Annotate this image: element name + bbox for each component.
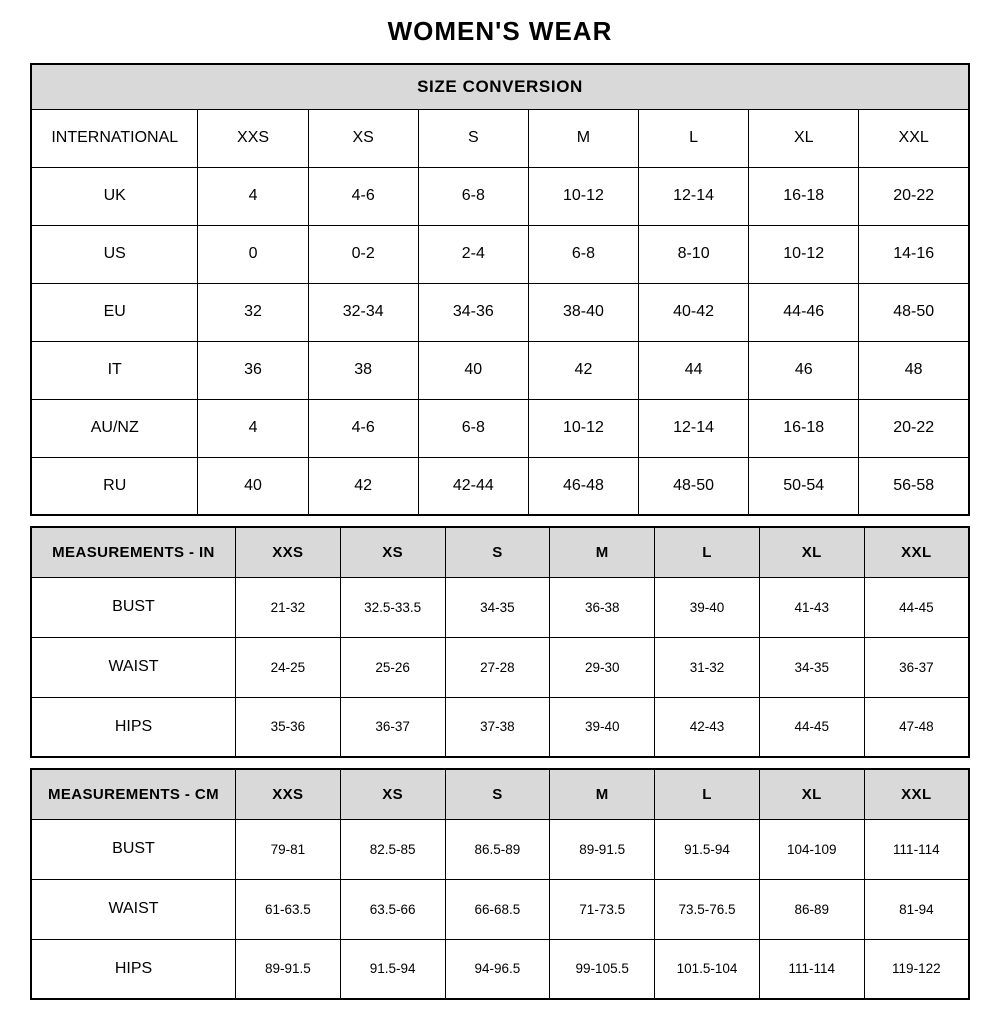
value-cell: 39-40 [655, 577, 760, 637]
table-row [31, 109, 969, 167]
table-row [31, 225, 969, 283]
value-cell: 6-8 [418, 399, 528, 457]
table-row [31, 457, 969, 515]
table-row [31, 819, 969, 879]
size-header-cell: M [550, 527, 655, 577]
value-cell: 2-4 [418, 225, 528, 283]
value-cell: 61-63.5 [235, 879, 340, 939]
table-row [31, 167, 969, 225]
value-cell: 36-37 [340, 697, 445, 757]
value-cell: 36-38 [550, 577, 655, 637]
value-cell: 44 [639, 341, 749, 399]
value-cell: 89-91.5 [550, 819, 655, 879]
value-cell: 0-2 [308, 225, 418, 283]
value-cell: 91.5-94 [340, 939, 445, 999]
value-cell: 32.5-33.5 [340, 577, 445, 637]
value-cell: 42 [528, 341, 638, 399]
row-label: INTERNATIONAL [31, 109, 198, 167]
size-header-cell: XL [759, 527, 864, 577]
value-cell: 29-30 [550, 637, 655, 697]
row-label: UK [31, 167, 198, 225]
table-banner: SIZE CONVERSION [31, 64, 969, 109]
value-cell: 6-8 [418, 167, 528, 225]
row-label: HIPS [31, 697, 235, 757]
table-row [31, 341, 969, 399]
table-header-row [31, 769, 969, 819]
size-header-cell: XXS [235, 769, 340, 819]
value-cell: 8-10 [639, 225, 749, 283]
value-cell: 20-22 [859, 399, 969, 457]
value-cell: 20-22 [859, 167, 969, 225]
value-cell: 27-28 [445, 637, 550, 697]
value-cell: 25-26 [340, 637, 445, 697]
value-cell: 48-50 [639, 457, 749, 515]
value-cell: 81-94 [864, 879, 969, 939]
value-cell: 4-6 [308, 399, 418, 457]
size-header-cell: XL [759, 769, 864, 819]
table-row [31, 637, 969, 697]
value-cell: 24-25 [235, 637, 340, 697]
value-cell: 48-50 [859, 283, 969, 341]
table-header-label: MEASUREMENTS - IN [31, 527, 235, 577]
value-cell: XS [308, 109, 418, 167]
value-cell: 37-38 [445, 697, 550, 757]
value-cell: 36-37 [864, 637, 969, 697]
size-header-cell: S [445, 769, 550, 819]
value-cell: 73.5-76.5 [655, 879, 760, 939]
value-cell: 4 [198, 167, 308, 225]
value-cell: 36 [198, 341, 308, 399]
value-cell: 32 [198, 283, 308, 341]
value-cell: 10-12 [528, 167, 638, 225]
table-header-row [31, 527, 969, 577]
value-cell: 119-122 [864, 939, 969, 999]
value-cell: L [639, 109, 749, 167]
value-cell: 4-6 [308, 167, 418, 225]
value-cell: 44-45 [759, 697, 864, 757]
value-cell: 111-114 [759, 939, 864, 999]
table-row [31, 697, 969, 757]
value-cell: 16-18 [749, 399, 859, 457]
value-cell: 40 [418, 341, 528, 399]
size-conversion-table [30, 63, 970, 516]
value-cell: XL [749, 109, 859, 167]
value-cell: 79-81 [235, 819, 340, 879]
size-header-cell: L [655, 527, 760, 577]
value-cell: 63.5-66 [340, 879, 445, 939]
row-label: AU/NZ [31, 399, 198, 457]
value-cell: 12-14 [639, 167, 749, 225]
value-cell: 99-105.5 [550, 939, 655, 999]
value-cell: 0 [198, 225, 308, 283]
measurements-cm-table [30, 768, 970, 1000]
value-cell: 42 [308, 457, 418, 515]
row-label: WAIST [31, 879, 235, 939]
size-header-cell: XXL [864, 527, 969, 577]
value-cell: 71-73.5 [550, 879, 655, 939]
row-label: WAIST [31, 637, 235, 697]
value-cell: 34-35 [445, 577, 550, 637]
value-cell: 14-16 [859, 225, 969, 283]
value-cell: 32-34 [308, 283, 418, 341]
value-cell: 31-32 [655, 637, 760, 697]
value-cell: 35-36 [235, 697, 340, 757]
value-cell: 104-109 [759, 819, 864, 879]
value-cell: 34-36 [418, 283, 528, 341]
value-cell: 42-44 [418, 457, 528, 515]
value-cell: 21-32 [235, 577, 340, 637]
value-cell: 86.5-89 [445, 819, 550, 879]
value-cell: S [418, 109, 528, 167]
value-cell: 101.5-104 [655, 939, 760, 999]
value-cell: 56-58 [859, 457, 969, 515]
row-label: RU [31, 457, 198, 515]
value-cell: 46-48 [528, 457, 638, 515]
value-cell: 89-91.5 [235, 939, 340, 999]
value-cell: 111-114 [864, 819, 969, 879]
value-cell: XXS [198, 109, 308, 167]
value-cell: 34-35 [759, 637, 864, 697]
value-cell: 94-96.5 [445, 939, 550, 999]
measurements-in-table [30, 526, 970, 758]
value-cell: 6-8 [528, 225, 638, 283]
size-header-cell: XS [340, 527, 445, 577]
value-cell: 40-42 [639, 283, 749, 341]
size-header-cell: XXL [864, 769, 969, 819]
value-cell: 86-89 [759, 879, 864, 939]
value-cell: 4 [198, 399, 308, 457]
row-label: IT [31, 341, 198, 399]
table-banner-row [31, 64, 969, 109]
row-label: US [31, 225, 198, 283]
page-title: WOMEN'S WEAR [387, 16, 613, 46]
table-row [31, 399, 969, 457]
value-cell: 38-40 [528, 283, 638, 341]
value-cell: 44-46 [749, 283, 859, 341]
value-cell: 10-12 [528, 399, 638, 457]
table-header-label: MEASUREMENTS - CM [31, 769, 235, 819]
value-cell: 48 [859, 341, 969, 399]
row-label: BUST [31, 819, 235, 879]
value-cell: 41-43 [759, 577, 864, 637]
value-cell: 42-43 [655, 697, 760, 757]
size-header-cell: L [655, 769, 760, 819]
value-cell: 39-40 [550, 697, 655, 757]
row-label: HIPS [31, 939, 235, 999]
value-cell: 47-48 [864, 697, 969, 757]
table-row [31, 939, 969, 999]
value-cell: 66-68.5 [445, 879, 550, 939]
row-label: BUST [31, 577, 235, 637]
value-cell: M [528, 109, 638, 167]
size-header-cell: M [550, 769, 655, 819]
value-cell: 10-12 [749, 225, 859, 283]
value-cell: 40 [198, 457, 308, 515]
value-cell: 38 [308, 341, 418, 399]
value-cell: 50-54 [749, 457, 859, 515]
value-cell: 46 [749, 341, 859, 399]
value-cell: 16-18 [749, 167, 859, 225]
size-header-cell: S [445, 527, 550, 577]
value-cell: 44-45 [864, 577, 969, 637]
value-cell: 82.5-85 [340, 819, 445, 879]
table-row [31, 283, 969, 341]
table-row [31, 879, 969, 939]
size-header-cell: XXS [235, 527, 340, 577]
row-label: EU [31, 283, 198, 341]
size-header-cell: XS [340, 769, 445, 819]
value-cell: 12-14 [639, 399, 749, 457]
value-cell: XXL [859, 109, 969, 167]
table-row [31, 577, 969, 637]
value-cell: 91.5-94 [655, 819, 760, 879]
